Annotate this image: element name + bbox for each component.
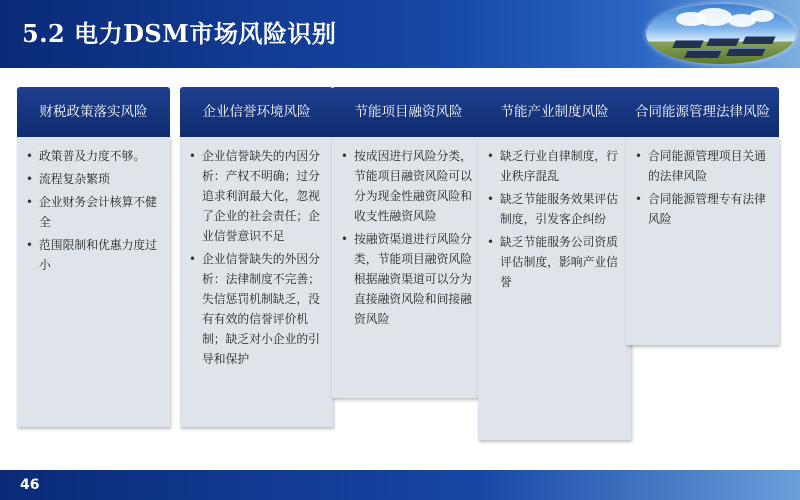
column-heading: 企业信誉环境风险: [180, 87, 333, 137]
list-item: • 按融资渠道进行风险分类，节能项目融资风险根据融资渠道可以分为直接融资风险和间接融资风险: [340, 229, 477, 329]
column-heading: 节能项目融资风险: [332, 87, 485, 137]
column-body: [626, 137, 779, 345]
column-heading: 合同能源管理法律风险: [626, 87, 779, 137]
column-body: [478, 137, 631, 440]
column-fiscal-policy: [17, 87, 170, 272]
list-item: • 合同能源管理项目关通的法律风险: [634, 146, 771, 186]
list-item: • 企业信誉缺失的外因分析：法律制度不完善；失信惩罚机制缺乏，没有有效的信誉评价机制；缺乏对小企业的引导和保护: [188, 249, 325, 369]
column-project-financing: [332, 87, 485, 326]
slide-title: 5.2 电力DSM市场风险识别: [22, 19, 337, 48]
column-body: [332, 137, 485, 398]
column-heading: 节能产业制度风险: [478, 87, 631, 137]
page-number: 46: [20, 477, 40, 493]
list-item: • 合同能源管理专有法律风险: [634, 189, 771, 229]
header-bar: [0, 0, 800, 68]
column-body: [17, 137, 170, 427]
list-item: • 流程复杂繁琐: [25, 169, 162, 189]
list-item: • 缺乏节能服务效果评估制度，引发客企纠纷: [486, 189, 623, 229]
list-item: • 缺乏节能服务公司资质评估制度，影响产业信誉: [486, 232, 623, 292]
column-body: [180, 137, 333, 427]
solar-panel-image: [646, 4, 796, 64]
list-item: • 按成因进行风险分类，节能项目融资风险可以分为现金性融资风险和收支性融资风险: [340, 146, 477, 226]
column-heading: 财税政策落实风险: [17, 87, 170, 137]
column-credit-environment: [180, 87, 333, 366]
column-industry-system: [478, 87, 631, 289]
list-item: • 政策普及力度不够。: [25, 146, 162, 166]
footer-bar: [0, 470, 800, 500]
list-item: • 企业信誉缺失的内因分析：产权不明确；过分追求利润最大化，忽视了企业的社会责任；企业信誉意识不足: [188, 146, 325, 246]
list-item: • 缺乏行业自律制度，行业秩序混乱: [486, 146, 623, 186]
column-contract-energy-law: [626, 87, 779, 226]
list-item: • 企业财务会计核算不健全: [25, 192, 162, 232]
list-item: • 范围限制和优惠力度过小: [25, 235, 162, 275]
